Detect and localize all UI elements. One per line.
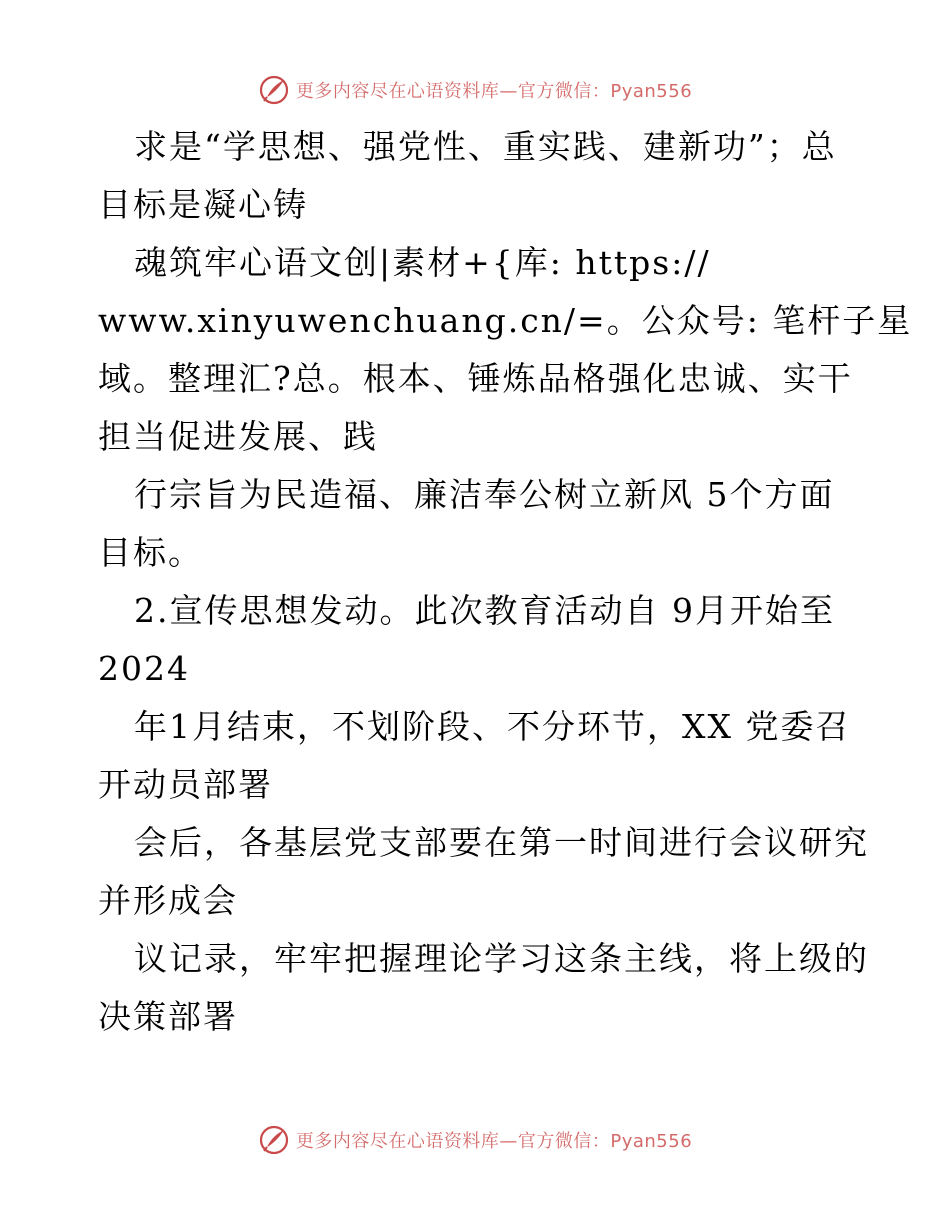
text-line: 开动员部署: [98, 765, 273, 804]
watermark-text: 更多内容尽在心语资料库—官方微信：Pyan556: [295, 1131, 693, 1152]
document-body: [98, 118, 913, 1046]
text-line: 2.宣传思想发动。此次教育活动自 9月开始至: [134, 591, 835, 630]
text-line: www.xinyuwenchuang.cn/=。公众号: 笔杆子星: [98, 301, 913, 340]
text-line: 决策部署: [98, 997, 238, 1036]
footer-watermark: [0, 1122, 950, 1158]
feather-pen-logo-icon: [258, 74, 290, 106]
text-line: 域。整理汇?总。根本、锤炼品格强化忠诚、实干: [98, 359, 853, 398]
text-line: 担当促进发展、践: [98, 417, 378, 456]
text-line: 并形成会: [98, 881, 238, 920]
text-line: 目标。: [98, 533, 203, 572]
text-line: 议记录，牢牢把握理论学习这条主线，将上级的: [134, 939, 869, 978]
text-line: 年1月结束，不划阶段、不分环节，XX 党委召: [134, 707, 851, 746]
text-line: 目标是凝心铸: [98, 185, 308, 224]
text-line: 2024: [98, 649, 190, 688]
text-line: 魂筑牢心语文创|素材+{库: https://: [134, 243, 711, 282]
header-watermark: [0, 72, 950, 108]
text-line: 求是“学思想、强党性、重实践、建新功”；总: [134, 127, 837, 166]
watermark-text: 更多内容尽在心语资料库—官方微信：Pyan556: [295, 81, 693, 102]
feather-pen-logo-icon: [258, 1124, 290, 1156]
text-line: 行宗旨为民造福、廉洁奉公树立新风 5个方面: [134, 475, 835, 514]
text-line: 会后，各基层党支部要在第一时间进行会议研究: [134, 823, 869, 862]
